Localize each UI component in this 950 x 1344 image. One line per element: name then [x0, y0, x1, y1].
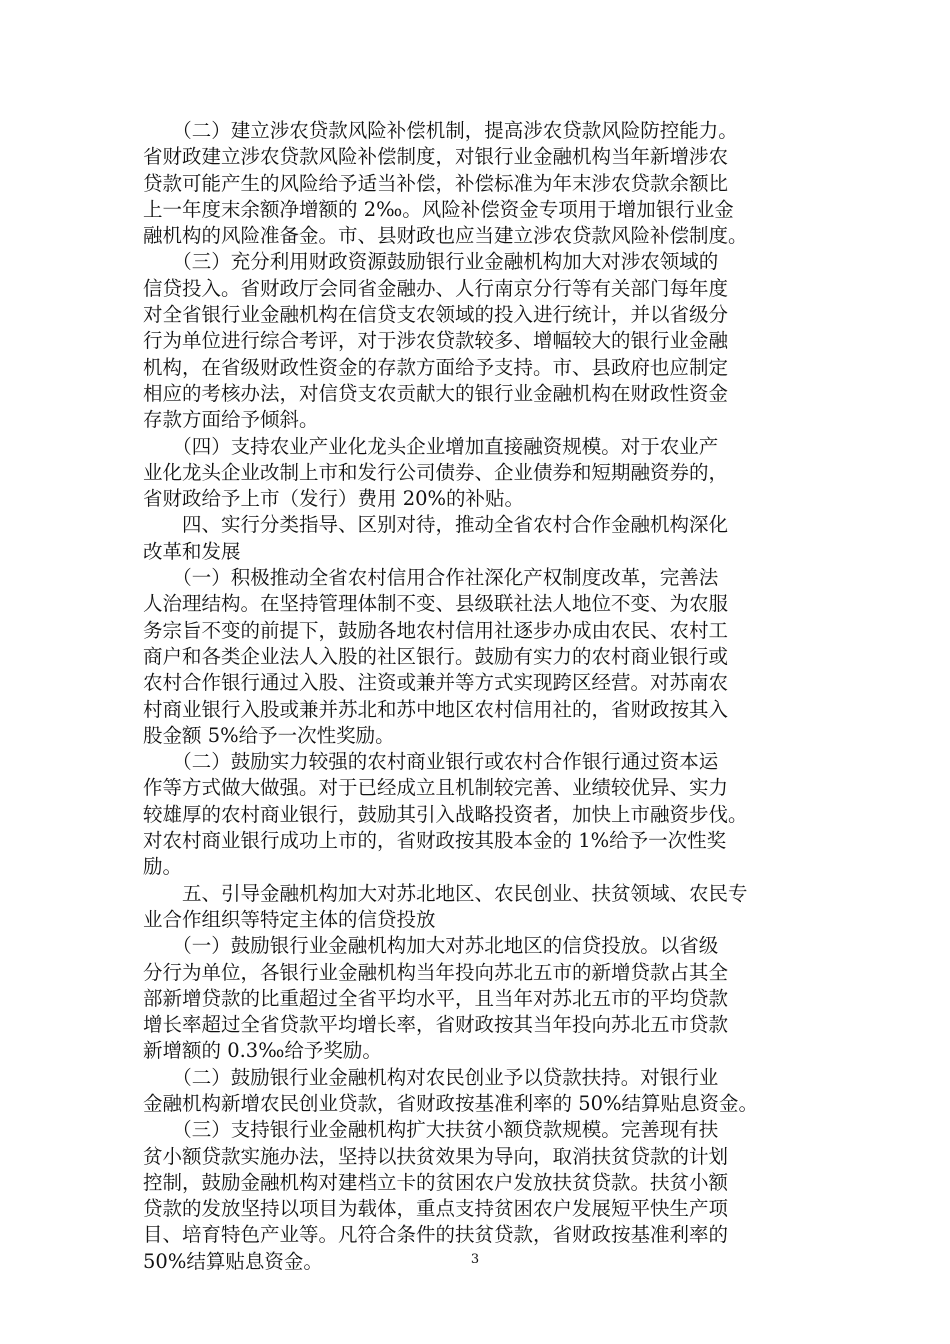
text-line: 改革和发展 — [143, 539, 241, 563]
text-line: 贫小额贷款实施办法，坚持以扶贫效果为导向，取消扶贫贷款的计划 — [143, 1144, 729, 1168]
page-number: 3 — [470, 1252, 480, 1267]
text-line: 较雄厚的农村商业银行，鼓励其引入战略投资者，加快上市融资步伐。 — [143, 802, 748, 826]
text-line: （三）支持银行业金融机构扩大扶贫小额贷款规模。完善现有扶 — [143, 1118, 719, 1142]
text-line: 目、培育特色产业等。凡符合条件的扶贫贷款，省财政按基准利率的 — [143, 1223, 729, 1247]
text-line: 贷款的发放坚持以项目为载体，重点支持贫困农户发展短平快生产项 — [143, 1197, 729, 1221]
text-line: 行为单位进行综合考评，对于涉农贷款较多、增幅较大的银行业金融 — [143, 329, 729, 353]
text-line: 省财政建立涉农贷款风险补偿制度，对银行业金融机构当年新增涉农 — [143, 145, 729, 169]
text-line: 商户和各类企业法人入股的社区银行。鼓励有实力的农村商业银行或 — [143, 644, 729, 668]
text-line: 股金额 5%给予一次性奖励。 — [143, 723, 395, 747]
text-line: 融机构的风险准备金。市、县财政也应当建立涉农贷款风险补偿制度。 — [143, 224, 748, 248]
text-line: （三）充分利用财政资源鼓励银行业金融机构加大对涉农领域的 — [143, 250, 719, 274]
text-line: （一）积极推动全省农村信用合作社深化产权制度改革，完善法 — [143, 566, 719, 590]
text-line: （四）支持农业产业化龙头企业增加直接融资规模。对于农业产 — [143, 434, 719, 458]
text-line: 人治理结构。在坚持管理体制不变、县级联社法人地位不变、为农服 — [143, 592, 729, 616]
text-line: 存款方面给予倾斜。 — [143, 408, 319, 432]
text-line: 上一年度末余额净增额的 2‰。风险补偿资金专项用于增加银行业金 — [143, 197, 734, 221]
text-line: 相应的考核办法，对信贷支农贡献大的银行业金融机构在财政性资金 — [143, 381, 729, 405]
text-line: 金融机构新增农民创业贷款，省财政按基准利率的 50%结算贴息资金。 — [143, 1091, 759, 1115]
text-line: （二）鼓励银行业金融机构对农民创业予以贷款扶持。对银行业 — [143, 1065, 719, 1089]
text-line: 业合作组织等特定主体的信贷投放 — [143, 907, 436, 931]
text-line: 务宗旨不变的前提下，鼓励各地农村信用社逐步办成由农民、农村工 — [143, 618, 729, 642]
text-line: 省财政给予上市（发行）费用 20%的补贴。 — [143, 487, 525, 511]
text-line: 作等方式做大做强。对于已经成立且机制较完善、业绩较优异、实力 — [143, 776, 729, 800]
text-line: 信贷投入。省财政厅会同省金融办、人行南京分行等有关部门每年度 — [143, 276, 729, 300]
text-line: 业化龙头企业改制上市和发行公司债券、企业债券和短期融资券的， — [143, 460, 729, 484]
text-line: 四、实行分类指导、区别对待，推动全省农村合作金融机构深化 — [143, 513, 729, 537]
text-line: （二）建立涉农贷款风险补偿机制，提高涉农贷款风险防控能力。 — [143, 119, 738, 142]
text-line: 村商业银行入股或兼并苏北和苏中地区农村信用社的，省财政按其入 — [143, 697, 729, 721]
text-line: 农村合作银行通过入股、注资或兼并等方式实现跨区经营。对苏南农 — [143, 671, 729, 695]
text-line: 部新增贷款的比重超过全省平均水平，且当年对苏北五市的平均贷款 — [143, 986, 729, 1010]
text-line: （二）鼓励实力较强的农村商业银行或农村合作银行通过资本运 — [143, 750, 719, 774]
text-line: 新增额的 0.3‰给予奖励。 — [143, 1039, 382, 1063]
text-line: 控制，鼓励金融机构对建档立卡的贫困农户发放扶贫贷款。扶贫小额 — [143, 1170, 729, 1194]
text-line: （一）鼓励银行业金融机构加大对苏北地区的信贷投放。以省级 — [143, 934, 719, 958]
document-body — [143, 118, 825, 1275]
text-line: 励。 — [143, 855, 183, 879]
text-line: 贷款可能产生的风险给予适当补偿，补偿标准为年末涉农贷款余额比 — [143, 171, 729, 195]
text-line: 对农村商业银行成功上市的，省财政按其股本金的 1%给予一次性奖 — [143, 829, 727, 853]
text-line: 增长率超过全省贷款平均增长率，省财政按其当年投向苏北五市贷款 — [143, 1013, 729, 1037]
text-line: 对全省银行业金融机构在信贷支农领域的投入进行统计，并以省级分 — [143, 303, 729, 327]
text-line: 分行为单位，各银行业金融机构当年投向苏北五市的新增贷款占其全 — [143, 960, 729, 984]
text-line: 机构，在省级财政性资金的存款方面给予支持。市、县政府也应制定 — [143, 355, 729, 379]
text-line: 五、引导金融机构加大对苏北地区、农民创业、扶贫领域、农民专 — [143, 881, 748, 905]
text-line: 50%结算贴息资金。 — [143, 1249, 323, 1273]
